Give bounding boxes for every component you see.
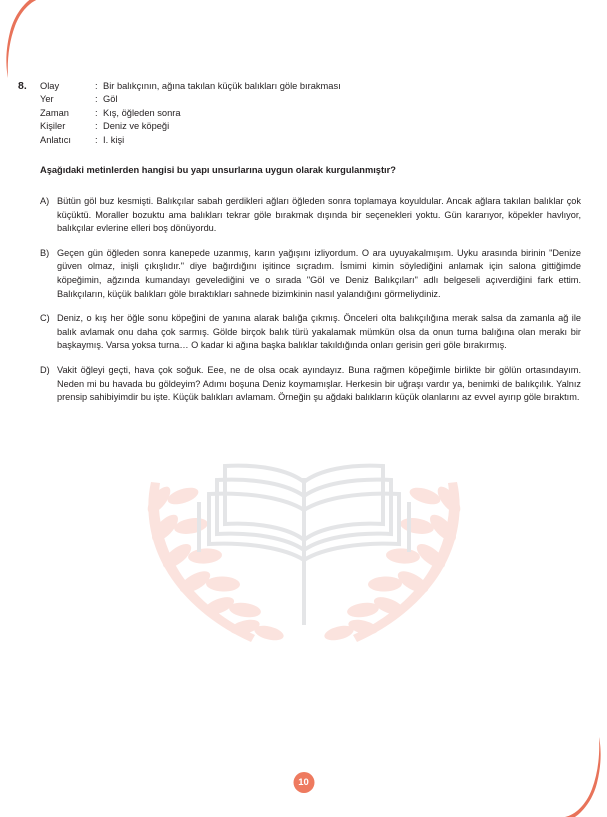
option-text-d: Vakit öğleyi geçti, hava çok soğuk. Eee, ne de olsa ocak ayındayız. Buna rağmen köpeğimle birlikte bir gölün ortasındayım. Neden mi bu havada bu göldeyim? Adımı boşuna Deniz koymamışlar. Herkesin bir uğraşı vardır ya, benimki de balıkçılık. Yalnız prensip sahibiyimdir bu işte. Küçük balıkları avlamam. Örneğin şu ağdaki balıkların küçük olanlarını az evvel ayırıp göle bıraktım. [57,364,581,403]
story-elements-table [40,80,583,147]
field-label-zaman: Zaman [40,107,69,118]
question-prompt: Aşağıdaki metinlerden hangisi bu yapı unsurlarına uygun olarak kurgulanmıştır? [40,165,396,176]
option-letter-d: D) [40,364,50,375]
field-label-anlatici: Anlatıcı [40,134,72,145]
field-row [40,134,583,147]
field-row [40,107,583,120]
field-label-olay: Olay [40,81,60,91]
field-value-olay: Bir balıkçının, ağına takılan küçük balıkları göle bırakması [103,81,341,91]
answer-option-c[interactable] [40,312,581,353]
question-header [18,80,583,147]
field-separator: : [95,94,98,105]
option-text-b: Geçen gün öğleden sonra kanepede uzanmış, karın yağışını izliyordum. O ara uyuyakalmışım. Uyku arasında birinin "Denize güven olmaz, inişli çıkışlıdır." diye bağırdığını işitince sıçradım. İsmimi kimin söylediğini anlamak için salona gittiğimde köpeğimin, ağzında kumandayı gevelediğini ve o sırada "Göl ve Deniz Balıkçıları" adlı belgeseli açıverdiğini fark ettim. Balıkçıların, küçük balıkları göle bıraktıkları sahnede bizimkinin nasıl yalandığını görmeliydiniz. [57,247,581,299]
answer-option-a[interactable] [40,195,581,236]
field-separator: : [95,107,98,118]
page-number-badge: 10 [293,772,314,793]
answer-option-b[interactable] [40,247,581,301]
field-separator: : [95,121,98,132]
field-row [40,120,583,133]
corner-swoosh-bottom-right-icon [565,737,605,817]
option-text-c: Deniz, o kış her öğle sonu köpeğini de yanına alarak balığa çıkmış. Önceleri olta balıkçılığına merak salsa da zamanla ağ ile balık avlamak onu daha çok sarmış. Gölde birçok balık türü yakalamak mümkün olsa da onun turna balığına olan merakı bir başkaymış. Varsa yoksa turna… O kadar ki ağına başka balıklar takıldığında onları gerisin geri göle bırakırmış. [57,313,581,351]
field-row [40,80,583,93]
field-separator: : [95,81,98,91]
option-letter-b: B) [40,247,50,258]
option-letter-a: A) [40,196,50,207]
field-value-kisiler: Deniz ve köpeği [103,121,170,132]
field-value-zaman: Kış, öğleden sonra [103,107,181,118]
field-separator: : [95,134,98,145]
answer-options-list [40,195,581,405]
option-letter-c: C) [40,313,50,324]
field-label-yer: Yer [40,94,54,105]
question-8-block [18,80,583,416]
corner-swoosh-top-left-icon [2,0,42,78]
field-value-yer: Göl [103,94,118,105]
field-value-anlatici: I. kişi [103,134,125,145]
field-row [40,93,583,106]
answer-option-d[interactable] [40,364,581,405]
field-label-kisiler: Kişiler [40,121,66,132]
laurel-wreath-icon [143,482,464,643]
open-book-icon [199,466,409,625]
book-laurel-watermark [139,430,469,680]
question-number: 8. [18,80,27,92]
option-text-a: Bütün göl buz kesmişti. Balıkçılar sabah gerdikleri ağları öğleden sonra toplamaya koyuldular. Ancak ağlara takılan balıklar çok küçüktü. Moraller bozuktu ama balıkları tekrar göle bırakmak dışında bir seçenekleri yoktu. Gün kararıyor, köpekler havlıyor, balıkçılar evlerine elleri boş dönüyordu. [57,196,581,234]
